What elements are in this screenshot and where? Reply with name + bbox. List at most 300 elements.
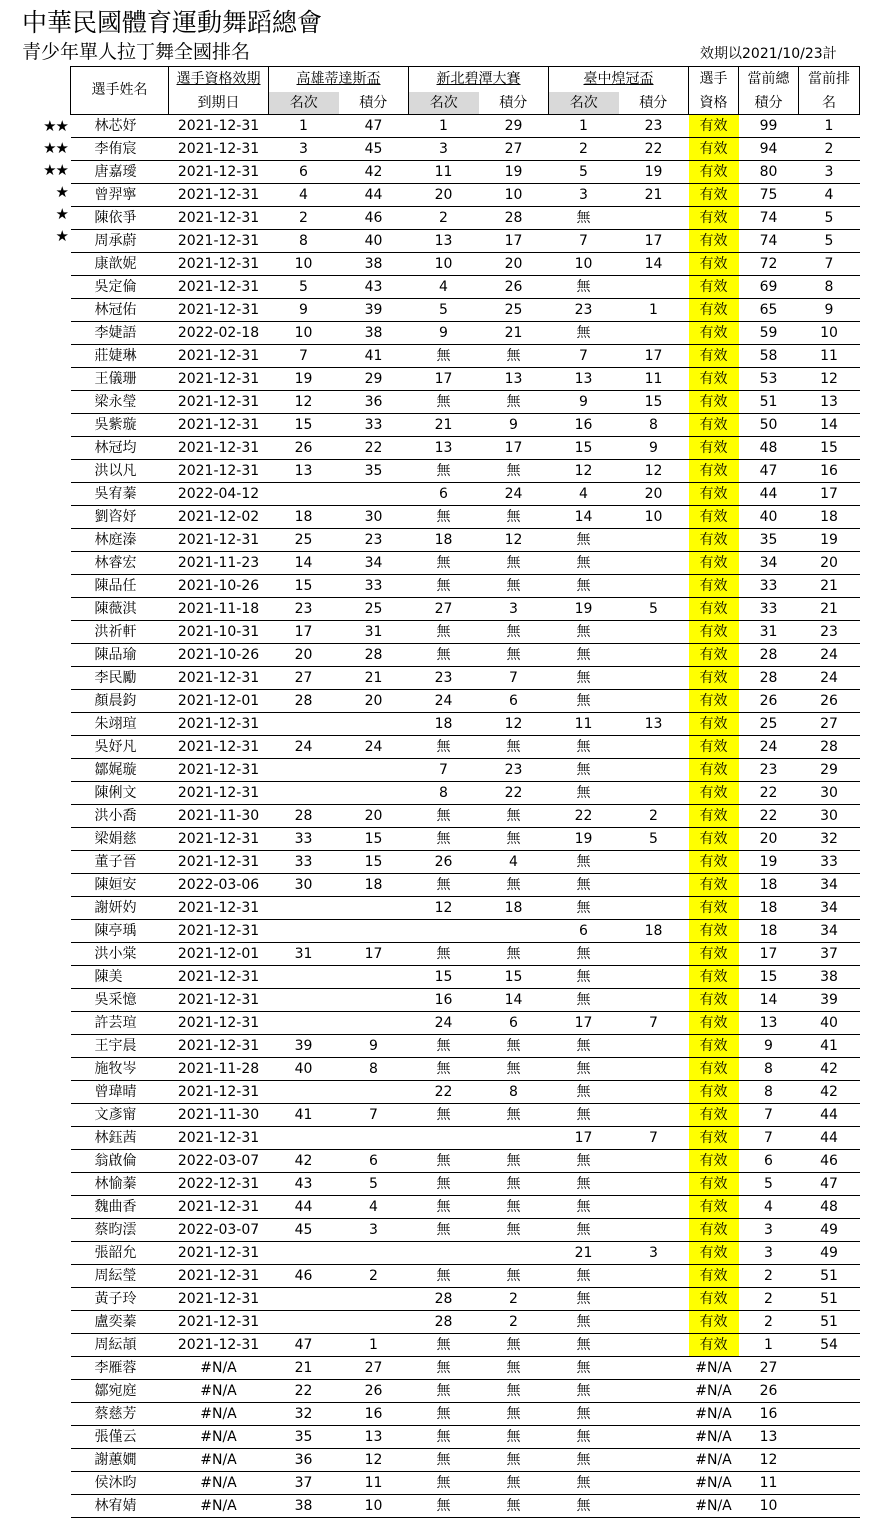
star-rating (22, 643, 68, 665)
comp1-rank: 22 (269, 1380, 339, 1403)
total-points: 8 (739, 1081, 799, 1104)
table-row (71, 966, 860, 989)
qualification-status: 有效 (689, 1334, 739, 1357)
comp2-rank: 無 (409, 1334, 479, 1357)
star-rating (22, 951, 68, 973)
comp2-points (479, 1127, 549, 1150)
star-rating (22, 1391, 68, 1413)
table-row (71, 253, 860, 276)
comp3-rank: 16 (549, 414, 619, 437)
comp1-rank: 10 (269, 253, 339, 276)
total-points: 51 (739, 391, 799, 414)
comp3-rank: 無 (549, 621, 619, 644)
comp1-rank: 2 (269, 207, 339, 230)
table-row (71, 989, 860, 1012)
comp2-points: 無 (479, 1472, 549, 1495)
total-points: 22 (739, 805, 799, 828)
expiry-date: 2021-12-31 (169, 736, 269, 759)
comp3-points (619, 1357, 689, 1380)
comp2-points: 無 (479, 1265, 549, 1288)
ranking-table (70, 66, 860, 1518)
star-column (22, 115, 68, 1457)
athlete-name: 康歆妮 (71, 253, 169, 276)
current-rank: 37 (799, 943, 860, 966)
athlete-name: 李婕語 (71, 322, 169, 345)
table-row (71, 1081, 860, 1104)
comp2-rank: 20 (409, 184, 479, 207)
athlete-name: 謝蕙嫺 (71, 1449, 169, 1472)
current-rank: 1 (799, 115, 860, 138)
expiry-date: 2021-10-26 (169, 644, 269, 667)
table-row (71, 1403, 860, 1426)
current-rank: 47 (799, 1173, 860, 1196)
comp2-points: 17 (479, 437, 549, 460)
comp3-rank: 13 (549, 368, 619, 391)
athlete-name: 吳宥蓁 (71, 483, 169, 506)
total-points: 20 (739, 828, 799, 851)
comp2-rank: 無 (409, 805, 479, 828)
total-points: 69 (739, 276, 799, 299)
current-rank: 2 (799, 138, 860, 161)
comp3-points (619, 322, 689, 345)
comp1-rank: 15 (269, 414, 339, 437)
comp1-points: 2 (339, 1265, 409, 1288)
comp2-points: 27 (479, 138, 549, 161)
total-points: 74 (739, 207, 799, 230)
col-expiry-header: 到期日 (169, 92, 269, 115)
comp2-points: 無 (479, 828, 549, 851)
expiry-date: #N/A (169, 1357, 269, 1380)
athlete-name: 侯沐昀 (71, 1472, 169, 1495)
star-rating (22, 247, 68, 269)
col-name-header: 選手姓名 (71, 67, 169, 115)
comp3-points: 22 (619, 138, 689, 161)
comp1-rank: 18 (269, 506, 339, 529)
qualification-status: 有效 (689, 1150, 739, 1173)
comp3-rank: 22 (549, 805, 619, 828)
comp2-rank: 無 (409, 736, 479, 759)
expiry-date: #N/A (169, 1495, 269, 1518)
comp2-points: 8 (479, 1081, 549, 1104)
comp2-rank: 無 (409, 943, 479, 966)
comp1-points: 21 (339, 667, 409, 690)
col-current-rank-header-bottom: 名 (799, 92, 860, 115)
qualification-status: #N/A (689, 1449, 739, 1472)
table-row (71, 1104, 860, 1127)
current-rank: 48 (799, 1196, 860, 1219)
comp3-rank: 17 (549, 1012, 619, 1035)
comp3-rank: 無 (549, 1196, 619, 1219)
expiry-date: 2021-12-31 (169, 1288, 269, 1311)
comp3-rank: 無 (549, 690, 619, 713)
comp1-points: 25 (339, 598, 409, 621)
table-row (71, 437, 860, 460)
comp2-rank: 15 (409, 966, 479, 989)
comp1-rank (269, 1288, 339, 1311)
comp2-rank: 無 (409, 1380, 479, 1403)
star-rating (22, 775, 68, 797)
comp1-points: 15 (339, 828, 409, 851)
comp3-rank: 無 (549, 1472, 619, 1495)
current-rank: 54 (799, 1334, 860, 1357)
current-rank: 32 (799, 828, 860, 851)
comp1-rank (269, 759, 339, 782)
expiry-date: 2021-12-01 (169, 690, 269, 713)
comp3-points (619, 1196, 689, 1219)
comp3-points (619, 529, 689, 552)
table-row (71, 920, 860, 943)
comp3-points: 2 (619, 805, 689, 828)
athlete-name: 謝妍妁 (71, 897, 169, 920)
total-points: 34 (739, 552, 799, 575)
total-points: 6 (739, 1150, 799, 1173)
current-rank: 39 (799, 989, 860, 1012)
qualification-status: 有效 (689, 1288, 739, 1311)
athlete-name: 梁永瑩 (71, 391, 169, 414)
current-rank: 24 (799, 644, 860, 667)
comp1-rank: 33 (269, 851, 339, 874)
comp3-rank: 2 (549, 138, 619, 161)
table-row (71, 621, 860, 644)
star-rating (22, 1171, 68, 1193)
expiry-date: 2021-12-31 (169, 460, 269, 483)
qualification-status: 有效 (689, 759, 739, 782)
current-rank (799, 1449, 860, 1472)
table-row (71, 529, 860, 552)
star-rating: ★ (55, 183, 68, 201)
col-comp3-points-header: 積分 (619, 92, 689, 115)
comp2-points: 無 (479, 1495, 549, 1518)
expiry-date: 2021-12-31 (169, 966, 269, 989)
comp2-rank: 無 (409, 345, 479, 368)
total-points: 31 (739, 621, 799, 644)
table-row (71, 1058, 860, 1081)
total-points: 18 (739, 874, 799, 897)
expiry-date: 2021-11-30 (169, 1104, 269, 1127)
expiry-date: 2021-12-31 (169, 368, 269, 391)
comp2-rank: 無 (409, 1472, 479, 1495)
comp2-points: 22 (479, 782, 549, 805)
table-row (71, 575, 860, 598)
comp2-points: 6 (479, 690, 549, 713)
comp2-rank: 9 (409, 322, 479, 345)
current-rank: 21 (799, 598, 860, 621)
comp2-rank: 無 (409, 460, 479, 483)
athlete-name: 洪小喬 (71, 805, 169, 828)
athlete-name: 朱翊瑄 (71, 713, 169, 736)
comp2-rank: 8 (409, 782, 479, 805)
current-rank: 16 (799, 460, 860, 483)
comp1-points: 1 (339, 1334, 409, 1357)
table-row (71, 1196, 860, 1219)
total-points: 25 (739, 713, 799, 736)
expiry-date: 2021-12-31 (169, 529, 269, 552)
comp3-rank: 無 (549, 1173, 619, 1196)
comp3-points (619, 575, 689, 598)
athlete-name: 陳亭瑀 (71, 920, 169, 943)
table-row (71, 391, 860, 414)
comp1-rank: 9 (269, 299, 339, 322)
qualification-status: 有效 (689, 1173, 739, 1196)
comp1-points (339, 782, 409, 805)
athlete-name: 劉咨妤 (71, 506, 169, 529)
expiry-date: 2021-12-02 (169, 506, 269, 529)
qualification-status: 有效 (689, 1311, 739, 1334)
athlete-name: 吳妤凡 (71, 736, 169, 759)
current-rank (799, 1357, 860, 1380)
comp2-rank (409, 1242, 479, 1265)
comp1-rank: 40 (269, 1058, 339, 1081)
comp2-points: 無 (479, 621, 549, 644)
total-points: 7 (739, 1127, 799, 1150)
comp1-rank: 8 (269, 230, 339, 253)
table-row (71, 1357, 860, 1380)
qualification-status: 有效 (689, 1219, 739, 1242)
total-points: 23 (739, 759, 799, 782)
athlete-name: 陳姮安 (71, 874, 169, 897)
header-row-bottom (71, 92, 860, 115)
comp2-rank (409, 1127, 479, 1150)
qualification-status: 有效 (689, 782, 739, 805)
qualification-status: 有效 (689, 713, 739, 736)
athlete-name: 周承蔚 (71, 230, 169, 253)
comp3-points (619, 1058, 689, 1081)
comp1-points: 15 (339, 851, 409, 874)
total-points: 80 (739, 161, 799, 184)
total-points: 58 (739, 345, 799, 368)
athlete-name: 王宇晨 (71, 1035, 169, 1058)
comp2-rank: 21 (409, 414, 479, 437)
comp1-points: 18 (339, 874, 409, 897)
col-current-rank-header-top: 當前排 (799, 67, 860, 93)
current-rank: 18 (799, 506, 860, 529)
total-points: 8 (739, 1058, 799, 1081)
comp2-rank: 無 (409, 1173, 479, 1196)
page-subtitle: 青少年單人拉丁舞全國排名 (22, 41, 251, 63)
table-row (71, 1265, 860, 1288)
comp2-points: 無 (479, 1196, 549, 1219)
comp1-points: 26 (339, 1380, 409, 1403)
star-rating (22, 1193, 68, 1215)
expiry-date: 2021-11-30 (169, 805, 269, 828)
athlete-name: 洪祈軒 (71, 621, 169, 644)
comp1-rank: 39 (269, 1035, 339, 1058)
total-points: 75 (739, 184, 799, 207)
table-row (71, 644, 860, 667)
qualification-status: 有效 (689, 299, 739, 322)
total-points: 18 (739, 897, 799, 920)
comp1-points: 30 (339, 506, 409, 529)
comp3-points (619, 782, 689, 805)
comp2-rank: 12 (409, 897, 479, 920)
expiry-date: 2021-11-23 (169, 552, 269, 575)
star-rating (22, 269, 68, 291)
comp1-points (339, 1012, 409, 1035)
comp1-rank: 3 (269, 138, 339, 161)
qualification-status: 有效 (689, 161, 739, 184)
total-points: 13 (739, 1426, 799, 1449)
comp3-points (619, 1380, 689, 1403)
qualification-status: 有效 (689, 1265, 739, 1288)
current-rank: 27 (799, 713, 860, 736)
athlete-name: 曾瑋晴 (71, 1081, 169, 1104)
table-row (71, 161, 860, 184)
col-comp2-rank-header: 名次 (409, 92, 479, 115)
table-row (71, 713, 860, 736)
comp1-rank: 42 (269, 1150, 339, 1173)
comp1-rank (269, 713, 339, 736)
expiry-date: 2021-12-31 (169, 391, 269, 414)
comp1-rank: 6 (269, 161, 339, 184)
current-rank: 10 (799, 322, 860, 345)
star-rating (22, 555, 68, 577)
comp1-points: 38 (339, 322, 409, 345)
current-rank: 44 (799, 1104, 860, 1127)
total-points: 40 (739, 506, 799, 529)
comp3-rank: 無 (549, 644, 619, 667)
star-rating (22, 1369, 68, 1391)
comp1-rank: 7 (269, 345, 339, 368)
qualification-status: 有效 (689, 1242, 739, 1265)
total-points: 72 (739, 253, 799, 276)
current-rank: 9 (799, 299, 860, 322)
comp3-rank: 無 (549, 575, 619, 598)
comp1-rank: 14 (269, 552, 339, 575)
comp2-points: 21 (479, 322, 549, 345)
star-rating (22, 973, 68, 995)
comp1-rank: 4 (269, 184, 339, 207)
comp3-points (619, 1150, 689, 1173)
comp1-rank: 43 (269, 1173, 339, 1196)
total-points: 5 (739, 1173, 799, 1196)
comp1-points: 16 (339, 1403, 409, 1426)
star-rating (22, 1017, 68, 1039)
expiry-date: 2021-12-31 (169, 851, 269, 874)
comp3-points: 12 (619, 460, 689, 483)
comp1-points: 45 (339, 138, 409, 161)
expiry-date: 2021-12-31 (169, 782, 269, 805)
star-rating (22, 1347, 68, 1369)
star-rating (22, 1435, 68, 1457)
current-rank: 33 (799, 851, 860, 874)
current-rank: 7 (799, 253, 860, 276)
comp3-rank: 無 (549, 874, 619, 897)
total-points: 33 (739, 575, 799, 598)
star-rating (22, 577, 68, 599)
expiry-date: 2022-12-31 (169, 1173, 269, 1196)
comp3-rank: 12 (549, 460, 619, 483)
total-points: 9 (739, 1035, 799, 1058)
current-rank (799, 1426, 860, 1449)
comp3-rank: 19 (549, 828, 619, 851)
total-points: 28 (739, 644, 799, 667)
star-rating: ★ (55, 205, 68, 223)
total-points: 3 (739, 1242, 799, 1265)
comp1-points: 4 (339, 1196, 409, 1219)
comp1-rank: 17 (269, 621, 339, 644)
table-row (71, 368, 860, 391)
qualification-status: 有效 (689, 943, 739, 966)
comp3-points (619, 1334, 689, 1357)
comp1-rank: 24 (269, 736, 339, 759)
athlete-name: 林睿宏 (71, 552, 169, 575)
comp1-points: 47 (339, 115, 409, 138)
qualification-status: 有效 (689, 966, 739, 989)
comp2-rank: 1 (409, 115, 479, 138)
comp3-points: 1 (619, 299, 689, 322)
current-rank: 42 (799, 1058, 860, 1081)
table-row (71, 736, 860, 759)
table-row (71, 1334, 860, 1357)
comp2-rank: 28 (409, 1311, 479, 1334)
qualification-status: #N/A (689, 1380, 739, 1403)
expiry-date: 2021-12-31 (169, 299, 269, 322)
total-points: 35 (739, 529, 799, 552)
comp1-points: 17 (339, 943, 409, 966)
comp2-points: 無 (479, 1357, 549, 1380)
star-rating (22, 1149, 68, 1171)
comp3-rank: 6 (549, 920, 619, 943)
star-rating (22, 489, 68, 511)
table-row (71, 483, 860, 506)
qualification-status: #N/A (689, 1357, 739, 1380)
comp2-points: 無 (479, 1035, 549, 1058)
table-row (71, 759, 860, 782)
comp3-rank: 無 (549, 943, 619, 966)
comp3-rank: 無 (549, 736, 619, 759)
comp1-rank (269, 920, 339, 943)
comp3-points (619, 1219, 689, 1242)
qualification-status: 有效 (689, 345, 739, 368)
current-rank: 46 (799, 1150, 860, 1173)
expiry-date: 2022-02-18 (169, 322, 269, 345)
star-rating (22, 929, 68, 951)
athlete-name: 李雁蓉 (71, 1357, 169, 1380)
comp1-points: 20 (339, 805, 409, 828)
comp3-points (619, 759, 689, 782)
comp1-points: 9 (339, 1035, 409, 1058)
comp2-points: 25 (479, 299, 549, 322)
comp1-points: 11 (339, 1472, 409, 1495)
comp3-points: 5 (619, 828, 689, 851)
athlete-name: 林鈺茜 (71, 1127, 169, 1150)
total-points: 3 (739, 1219, 799, 1242)
qualification-status: #N/A (689, 1472, 739, 1495)
comp3-points: 17 (619, 345, 689, 368)
athlete-name: 張僅云 (71, 1426, 169, 1449)
comp3-points (619, 1403, 689, 1426)
total-points: 24 (739, 736, 799, 759)
comp1-points: 43 (339, 276, 409, 299)
comp1-points (339, 989, 409, 1012)
col-comp1-header: 高雄蒂達斯盃 (269, 67, 409, 93)
comp3-points (619, 897, 689, 920)
comp2-points: 無 (479, 1403, 549, 1426)
comp1-points: 6 (339, 1150, 409, 1173)
comp2-points: 無 (479, 874, 549, 897)
comp1-rank: 36 (269, 1449, 339, 1472)
expiry-date: 2021-11-18 (169, 598, 269, 621)
total-points: 26 (739, 1380, 799, 1403)
comp1-points (339, 966, 409, 989)
expiry-date: 2021-12-31 (169, 437, 269, 460)
comp1-rank: 20 (269, 644, 339, 667)
comp2-rank: 無 (409, 1219, 479, 1242)
comp2-points: 10 (479, 184, 549, 207)
comp3-points (619, 1311, 689, 1334)
athlete-name: 唐嘉璦 (71, 161, 169, 184)
qualification-status: 有效 (689, 483, 739, 506)
